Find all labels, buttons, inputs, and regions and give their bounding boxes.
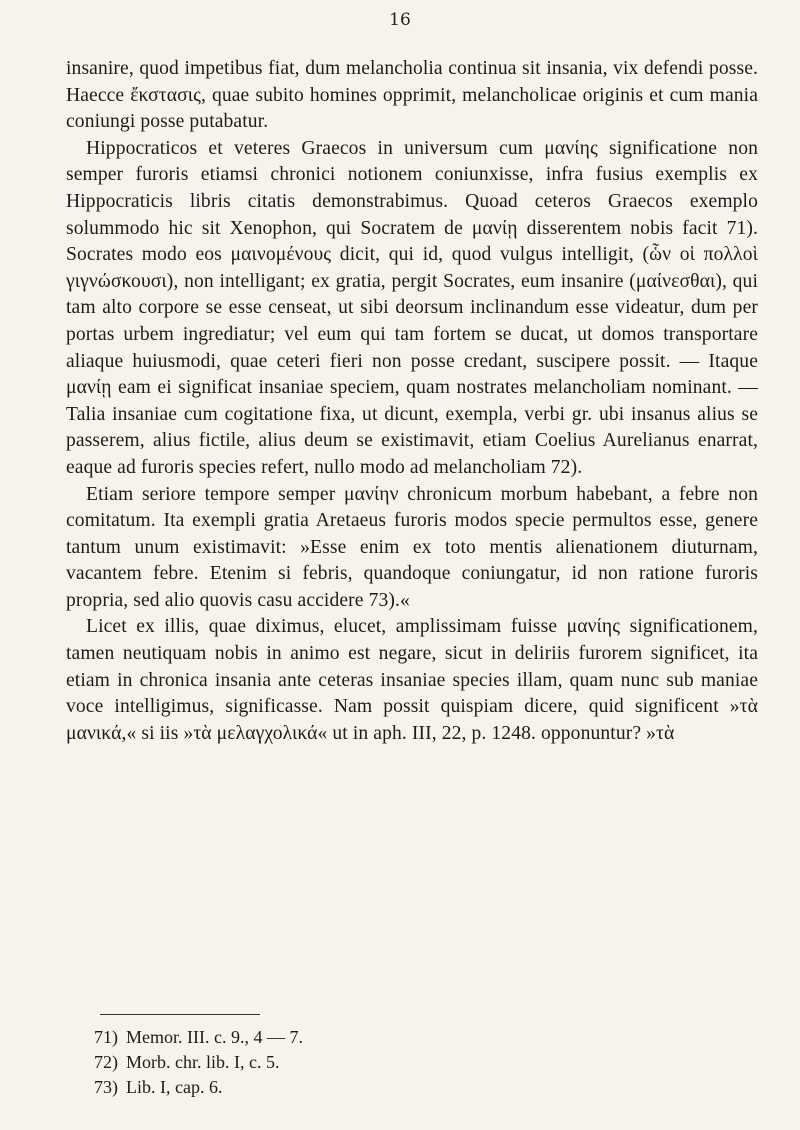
footnote-text: Memor. III. c. 9., 4 — 7. [126, 1027, 303, 1047]
footnote-number: 73) [94, 1077, 118, 1097]
paragraph: insanire, quod impetibus fiat, dum melancholia continua sit insania, vix defendi posse. Haecce ἔκστασις, quae subito homines opprimit, melancholicae originis et cum mania coniungi posse putabatur. [66, 58, 758, 133]
footnote [94, 1075, 594, 1100]
footnote-text: Lib. I, cap. 6. [126, 1077, 223, 1097]
footnote-number: 71) [94, 1027, 118, 1047]
paragraph: Hippocraticos et veteres Graecos in universum cum μανίης significatione non semper furoris etiamsi chronici notionem coniunxisse, infra fusius exemplis ex Hippocraticis libris citatis demonstrabimus. Quoad ceteros Graecos exemplo solummodo hic sit Xenophon, qui Socratem de μανίῃ disserentem nobis facit 71). Socrates modo eos μαινομένους dicit, qui id, quod vulgus intelligit, (ὧν οἱ πολλοὶ γιγνώσκουσι), non intelligant; ex gratia, pergit Socrates, eum insanire (μαίνεσθαι), qui tam alto corpore se esse censeat, ut sibi deorsum inclinandum esse videatur, dum per portas urbem ingrediatur; vel eum qui tam fortem se ducat, ut domos transportare aliaque huiusmodi, quae ceteri fieri non posse credant, suscipere possit. — Itaque μανίῃ eam ei significat insaniae speciem, quam nostrates melancholiam nominant. — Talia insaniae cum cogitatione fixa, ut dicunt, exempla, verbi gr. ubi insanus alius se passerem, alius fictile, alius deum se existimavit, etiam Coelius Aurelianus enarrat, eaque ad furoris species refert, nullo modo ad melancholiam 72). [66, 137, 758, 478]
paragraph: Etiam seriore tempore semper μανίην chronicum morbum habebant, a febre non comitatum. Ita exempli gratia Aretaeus furoris modos specie permultos esse, genere tantum unum existimavit: »Esse enim ex toto mentis alienationem diuturnam, vacantem febre. Etenim si febris, quandoque coniungatur, id non ratione furoris propria, sed alio quovis casu accidere 73).« [66, 483, 758, 611]
footnote [94, 1050, 594, 1075]
footnotes [94, 1025, 594, 1100]
body-text [66, 56, 758, 747]
footnote-text: Morb. chr. lib. I, c. 5. [126, 1052, 280, 1072]
paragraph: Licet ex illis, quae diximus, elucet, amplissimam fuisse μανίης significationem, tamen neutiquam nobis in animo est negare, sicut in deliriis furorem significet, ita etiam in chronica insania ante ceteras insaniae species illam, quam nunc sub maniae voce intelligimus, significasse. Nam possit quispiam dicere, quid significent »τὰ μανικά,« si iis »τὰ μελαγχολικά« ut in aph. III, 22, p. 1248. opponuntur? »τὰ [66, 616, 758, 744]
footnote-number: 72) [94, 1052, 118, 1072]
page-number: 16 [389, 10, 411, 30]
footnote-divider [100, 1014, 260, 1015]
footnote [94, 1025, 594, 1050]
